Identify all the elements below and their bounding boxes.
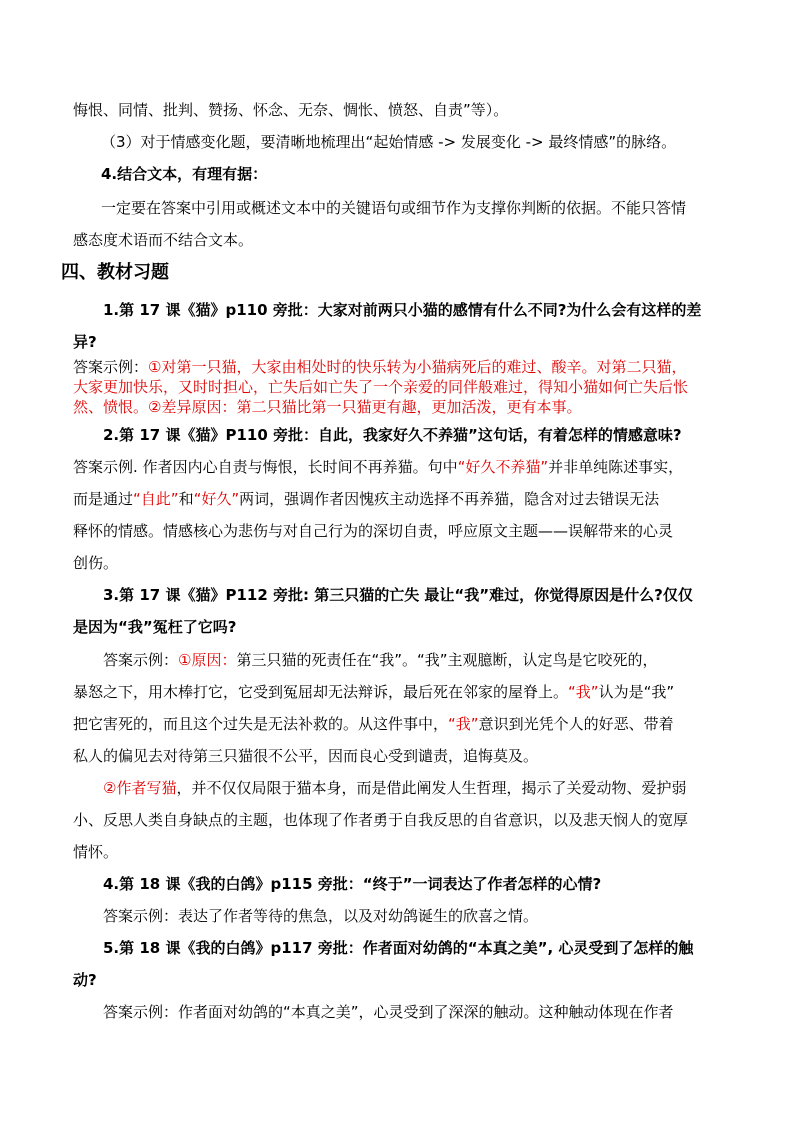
answer-label: 答案示例： xyxy=(73,358,149,376)
intro-line-1: 悔恨、同情、批判、赞扬、怀念、无奈、惆怅、愤怒、自责”等）。 xyxy=(73,101,509,119)
intro-line-5: 感态度术语而不结合文本。 xyxy=(73,231,254,249)
quote-highlight: “自此” xyxy=(133,490,179,508)
answer-text: 作者因内心自责与悔恨，长时间不再养猫。句中 xyxy=(142,458,458,476)
answer-text: ①对第一只猫，大家由相处时的快乐转为小猫病死后的难过、酸辛。对第二只猫， xyxy=(148,358,687,376)
answer-3-line-1 xyxy=(103,649,763,671)
answer-2-line-2 xyxy=(73,488,733,510)
quote-highlight: “我” xyxy=(448,715,479,733)
section-title: 四、教材习题 xyxy=(61,262,169,283)
quote-highlight: “好久不养猫” xyxy=(457,458,549,476)
quote-highlight: “我” xyxy=(568,683,599,701)
subheading-evidence: 4.结合文本，有理有据： xyxy=(101,165,268,183)
intro-line-4: 一定要在答案中引用或概述文本中的关键语句或细节作为支撑你判断的依据。不能只答情 xyxy=(101,199,687,217)
answer-text: 第三只猫的死责任在“我”。“我”主观臆断，认定鸟是它咬死的， xyxy=(236,651,658,669)
answer-text: 而是通过 xyxy=(73,490,134,508)
answer-text: 认为是“我” xyxy=(598,683,675,701)
answer-text: 暴怒之下，用木棒打它，它受到冤屈却无法辩诉，最后死在邻家的屋脊上。 xyxy=(73,683,569,701)
intro-line-2: （3）对于情感变化题，要清晰地梳理出“起始情感 -> 发展变化 -> 最终情感”的脉络。 xyxy=(101,133,677,151)
answer-text: 并非单纯陈述事实， xyxy=(548,458,684,476)
question-2: 2.第 17 课《猫》P110 旁批：自此，我家好久不养猫”这句话，有着怎样的情感意味? xyxy=(103,426,682,444)
question-4: 4.第 18 课《我的白鸽》p115 旁批：“终于”一词表达了作者怎样的心情? xyxy=(103,875,602,893)
answer-2-line-1 xyxy=(73,456,733,478)
answer-4: 答案示例：表达了作者等待的焦急，以及对幼鸽诞生的欣喜之情。 xyxy=(103,907,539,925)
answer-3-line-7: 情怀。 xyxy=(73,843,119,861)
answer-highlight: ①原因： xyxy=(178,651,237,669)
question-3-cont: 是因为“我”冤枉了它吗? xyxy=(73,618,237,636)
quote-highlight: “好久” xyxy=(193,490,240,508)
answer-1-line-3: 然、愤恨。②差异原因：第二只猫比第一只猫更有趣，更加活泼，更有本事。 xyxy=(73,398,582,416)
answer-label: 答案示例. xyxy=(73,458,138,476)
answer-text: 两词，强调作者因愧疚主动选择不再养猫，隐含对过去错误无法 xyxy=(239,490,660,508)
question-1: 1.第 17 课《猫》p110 旁批：大家对前两只小猫的感情有什么不同?为什么会有这样的差 xyxy=(103,301,702,319)
answer-3-line-5 xyxy=(103,777,763,799)
question-5-cont: 动? xyxy=(73,971,97,989)
question-1-cont: 异? xyxy=(73,333,97,351)
answer-3-line-6: 小、反思人类自身缺点的主题，也体现了作者勇于自我反思的自省意识，以及悲天悯人的宽厚 xyxy=(73,811,689,829)
answer-1-line-2: 大家更加快乐，又时时担心，亡失后如亡失了一个亲爱的同伴般难过，得知小猫如何亡失后怅 xyxy=(73,378,689,396)
answer-2-line-3: 释怀的情感。情感核心为悲伤与对自己行为的深切自责，呼应原文主题——误解带来的心灵 xyxy=(73,522,674,540)
answer-2-line-4: 创伤。 xyxy=(73,554,119,572)
answer-text: ，并不仅仅局限于猫本身，而是借此阐发人生哲理，揭示了关爱动物、爱护弱 xyxy=(176,779,687,797)
answer-3-line-3 xyxy=(73,713,733,735)
answer-text: 和 xyxy=(178,490,194,508)
answer-1-line-1 xyxy=(73,356,733,378)
answer-3-line-2 xyxy=(73,681,733,703)
answer-highlight: ②作者写猫 xyxy=(103,779,177,797)
answer-text: 意识到光凭个人的好恶、带着 xyxy=(478,715,674,733)
answer-3-line-4: 私人的偏见去对待第三只猫很不公平，因而良心受到谴责，追悔莫及。 xyxy=(73,747,539,765)
answer-text: 把它害死的，而且这个过失是无法补救的。从这件事中， xyxy=(73,715,449,733)
answer-label: 答案示例： xyxy=(103,651,179,669)
question-5: 5.第 18 课《我的白鸽》p117 旁批：作者面对幼鸽的“本真之美”, 心灵受到了怎样的触 xyxy=(103,939,694,957)
answer-5-line-1: 答案示例：作者面对幼鸽的“本真之美”，心灵受到了深深的触动。这种触动体现在作者 xyxy=(103,1003,674,1021)
question-3: 3.第 17 课《猫》P112 旁批: 第三只猫的亡失 最让“我”难过，你觉得原因是什么?仅仅 xyxy=(103,586,693,604)
